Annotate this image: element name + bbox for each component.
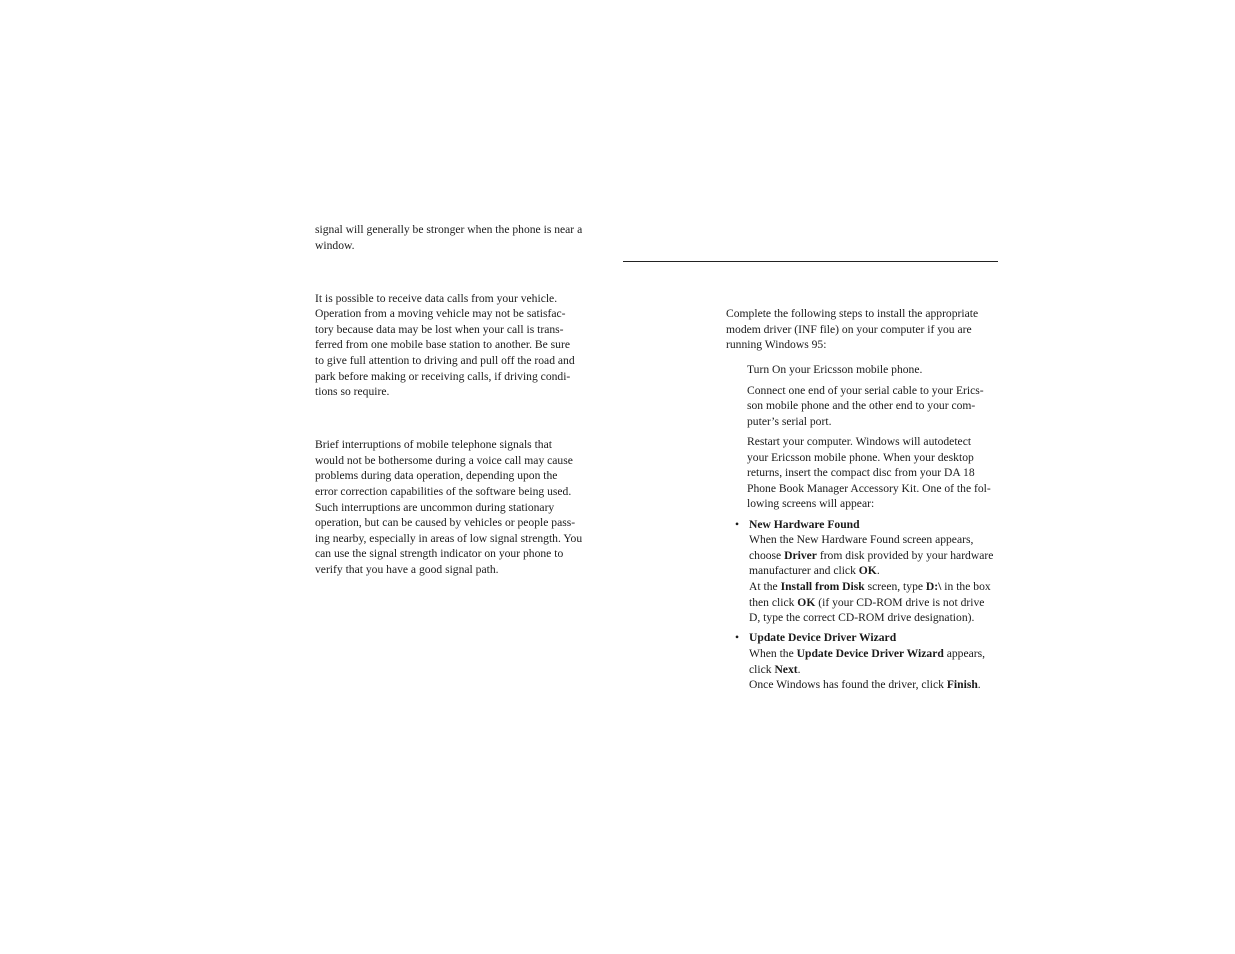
text-line: Connect one end of your serial cable to your Erics- <box>747 384 984 397</box>
text-line: Operation from a moving vehicle may not be satisfac- <box>315 307 566 320</box>
bullet-marker: • <box>735 518 740 531</box>
text-run: manufacturer and click <box>749 564 859 577</box>
text-run: appears, <box>943 647 986 660</box>
text-run: screen, type <box>864 580 926 593</box>
keyword-update-device-driver-wizard: Update Device Driver Wizard <box>796 647 944 660</box>
bullet-title <box>749 517 860 533</box>
text-line: tions so require. <box>315 385 390 398</box>
keyword-install-from-disk: Install from Disk <box>780 580 865 593</box>
text-line <box>749 579 991 595</box>
bullet-marker: • <box>735 631 740 644</box>
keyword-ok: OK <box>858 564 877 577</box>
text-run: from disk provided by your hardware <box>816 549 994 562</box>
text-line: operation, but can be caused by vehicles or people pass- <box>315 516 576 529</box>
text-line: Such interruptions are uncommon during stationary <box>315 501 555 514</box>
text-run: then click <box>749 596 798 609</box>
text-line: Turn On your Ericsson mobile phone. <box>747 363 923 376</box>
text-line: puter’s serial port. <box>747 415 832 428</box>
text-line: ferred from one mobile base station to another. Be sure <box>315 338 570 351</box>
text-line: window. <box>315 239 355 252</box>
section-divider <box>623 261 998 262</box>
bullet-title-text: New Hardware Found <box>749 518 860 531</box>
text-line <box>749 548 993 564</box>
text-line: Complete the following steps to install the appropriate <box>726 307 979 320</box>
text-line: problems during data operation, depending upon the <box>315 469 558 482</box>
text-line: running Windows 95: <box>726 338 827 351</box>
keyword-next: Next <box>774 663 798 676</box>
text-line <box>749 563 880 579</box>
text-line: lowing screens will appear: <box>747 497 875 510</box>
text-line: your Ericsson mobile phone. When your desktop <box>747 451 974 464</box>
text-line: error correction capabilities of the software being used. <box>315 485 572 498</box>
text-run: Once Windows has found the driver, click <box>749 678 947 691</box>
text-line: Phone Book Manager Accessory Kit. One of the fol- <box>747 482 991 495</box>
text-line: Restart your computer. Windows will autodetect <box>747 435 972 448</box>
text-line: son mobile phone and the other end to your com- <box>747 399 976 412</box>
text-run: . <box>977 678 981 691</box>
text-line <box>749 595 984 611</box>
text-line: returns, insert the compact disc from your DA 18 <box>747 466 975 479</box>
keyword-finish: Finish <box>946 678 978 691</box>
text-run: choose <box>749 549 785 562</box>
text-run: (if your CD-ROM drive is not drive <box>815 596 985 609</box>
keyword-drive-path: D:\ <box>925 580 942 593</box>
text-line: modem driver (INF file) on your computer if you are <box>726 323 972 336</box>
text-run: When the <box>749 647 797 660</box>
text-line: can use the signal strength indicator on your phone to <box>315 547 564 560</box>
text-line: verify that you have a good signal path. <box>315 563 499 576</box>
text-line: park before making or receiving calls, if driving condi- <box>315 370 571 383</box>
text-line <box>749 646 985 662</box>
text-run: At the <box>749 580 781 593</box>
text-line: It is possible to receive data calls from your vehicle. <box>315 292 558 305</box>
text-line: Brief interruptions of mobile telephone signals that <box>315 438 552 451</box>
keyword-driver: Driver <box>784 549 817 562</box>
text-run: in the box <box>941 580 991 593</box>
text-run: . <box>876 564 880 577</box>
text-line: tory because data may be lost when your call is trans- <box>315 323 564 336</box>
text-line: would not be bothersome during a voice call may cause <box>315 454 573 467</box>
bullet-title-text: Update Device Driver Wizard <box>749 631 897 644</box>
text-line: D, type the correct CD-ROM drive designation). <box>749 611 975 624</box>
text-line: signal will generally be stronger when the phone is near a <box>315 223 583 236</box>
text-run: . <box>797 663 801 676</box>
text-run: click <box>749 663 775 676</box>
bullet-title <box>749 630 896 646</box>
text-line <box>749 662 801 678</box>
text-line: ing nearby, especially in areas of low signal strength. You <box>315 532 583 545</box>
text-line <box>749 677 981 693</box>
keyword-ok: OK <box>797 596 816 609</box>
text-line: When the New Hardware Found screen appears, <box>749 533 974 546</box>
text-line: to give full attention to driving and pull off the road and <box>315 354 575 367</box>
